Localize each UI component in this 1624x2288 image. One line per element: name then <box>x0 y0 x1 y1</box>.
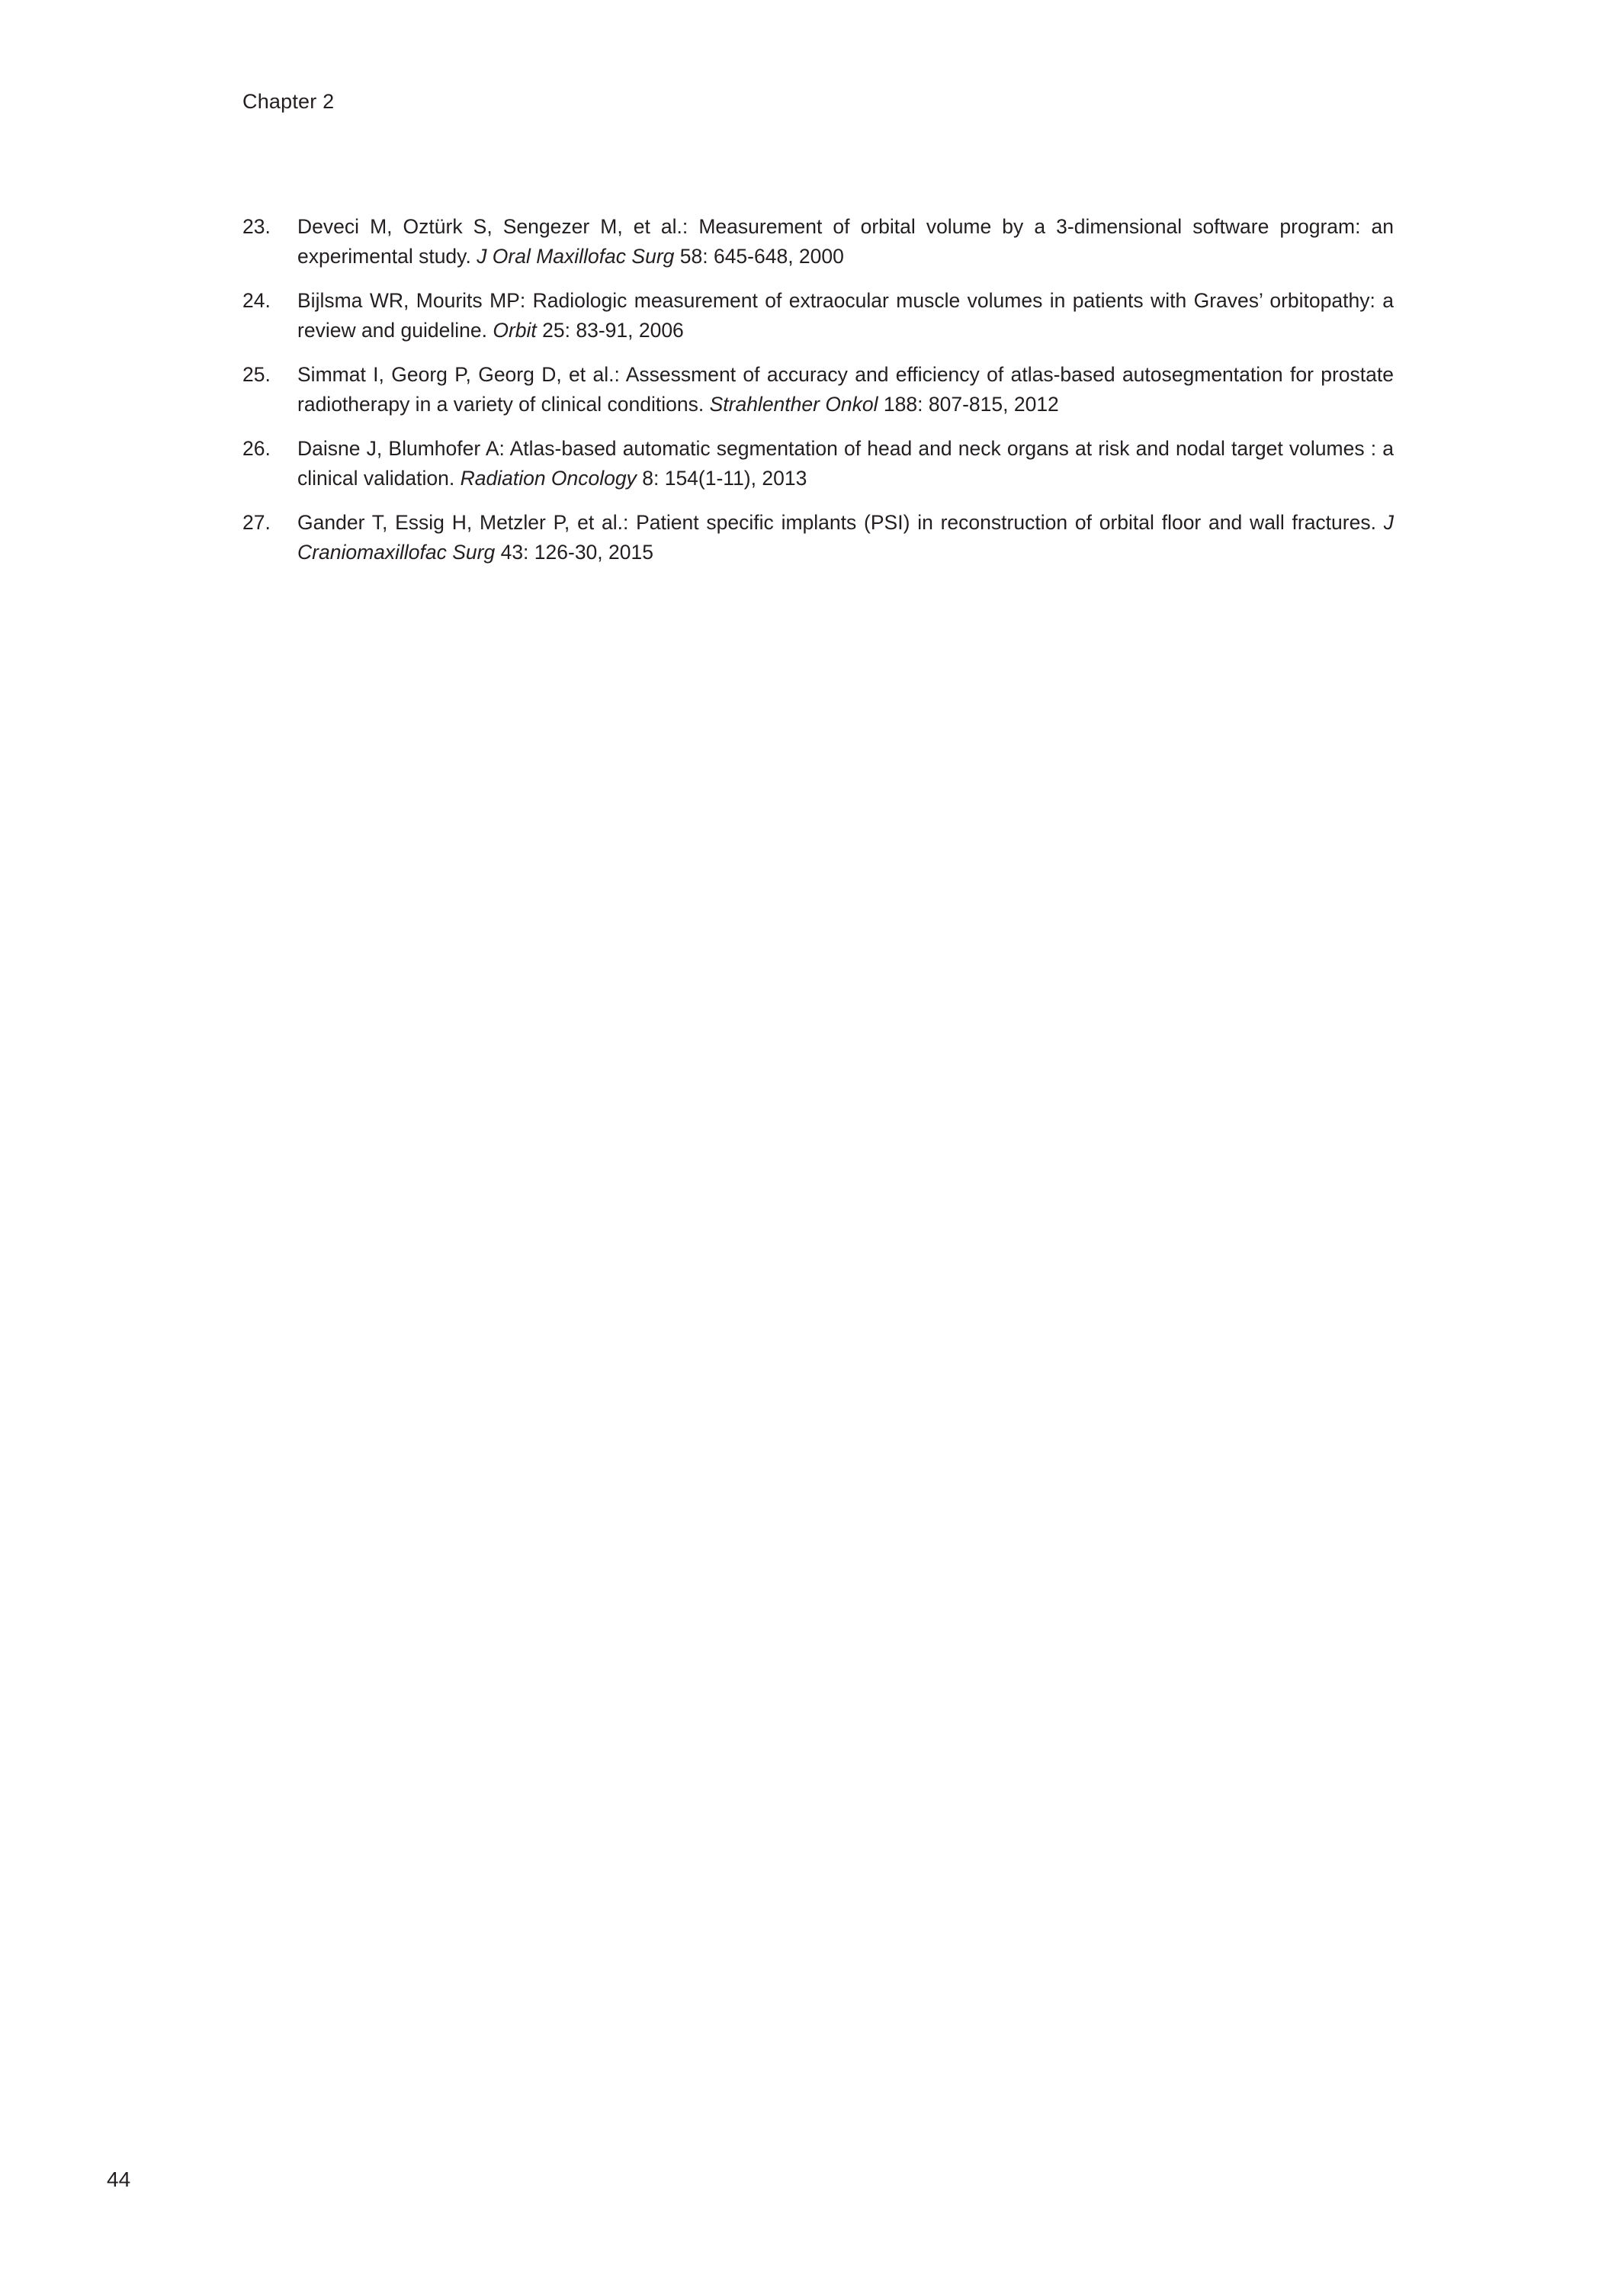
reference-text-segment: Daisne J, Blumhofer A: Atlas-based automatic segmentation of head and neck organs at risk and nodal target volumes : a clinical validation. <box>297 437 1394 490</box>
reference-text-segment: 25: 83-91, 2006 <box>536 319 684 342</box>
reference-source-title: J Craniomaxillofac Surg <box>297 511 1394 564</box>
reference-text-segment: Simmat I, Georg P, Georg D, et al.: Assessment of accuracy and efficiency of atlas-based autosegmentation for prostate radiotherapy in a variety of clinical conditions. <box>297 363 1394 416</box>
reference-list <box>242 212 1394 582</box>
reference-text-segment: Bijlsma WR, Mourits MP: Radiologic measurement of extraocular muscle volumes in patients with Graves’ orbitopathy: a review and guideline. <box>297 289 1394 342</box>
reference-item <box>242 434 1394 493</box>
reference-text <box>297 212 1394 272</box>
reference-source-title: Strahlenther Onkol <box>709 393 878 416</box>
reference-text-segment: 43: 126-30, 2015 <box>495 541 653 564</box>
reference-number: 25. <box>242 363 271 386</box>
reference-item <box>242 286 1394 345</box>
reference-text-segment: 188: 807-815, 2012 <box>878 393 1059 416</box>
page-number: 44 <box>107 2167 131 2191</box>
reference-text-segment: Gander T, Essig H, Metzler P, et al.: Patient specific implants (PSI) in reconstruction of orbital floor and wall fractures. <box>297 511 1384 534</box>
reference-text-segment: 58: 645-648, 2000 <box>674 245 844 268</box>
reference-item <box>242 360 1394 419</box>
reference-text <box>297 360 1394 419</box>
reference-text-segment: 8: 154(1-11), 2013 <box>636 467 807 490</box>
reference-text <box>297 286 1394 345</box>
reference-text-segment: Deveci M, Oztürk S, Sengezer M, et al.: Measurement of orbital volume by a 3-dimensional software program: an experimental study. <box>297 215 1394 268</box>
reference-text <box>297 434 1394 493</box>
reference-source-title: Radiation Oncology <box>460 467 637 490</box>
reference-source-title: Orbit <box>493 319 537 342</box>
reference-item <box>242 508 1394 567</box>
reference-text <box>297 508 1394 567</box>
reference-number: 24. <box>242 289 271 312</box>
reference-number: 27. <box>242 511 271 534</box>
running-head-chapter: Chapter 2 <box>242 90 335 113</box>
reference-source-title: J Oral Maxillofac Surg <box>477 245 675 268</box>
reference-number: 26. <box>242 437 271 460</box>
reference-item <box>242 212 1394 272</box>
reference-number: 23. <box>242 215 271 238</box>
